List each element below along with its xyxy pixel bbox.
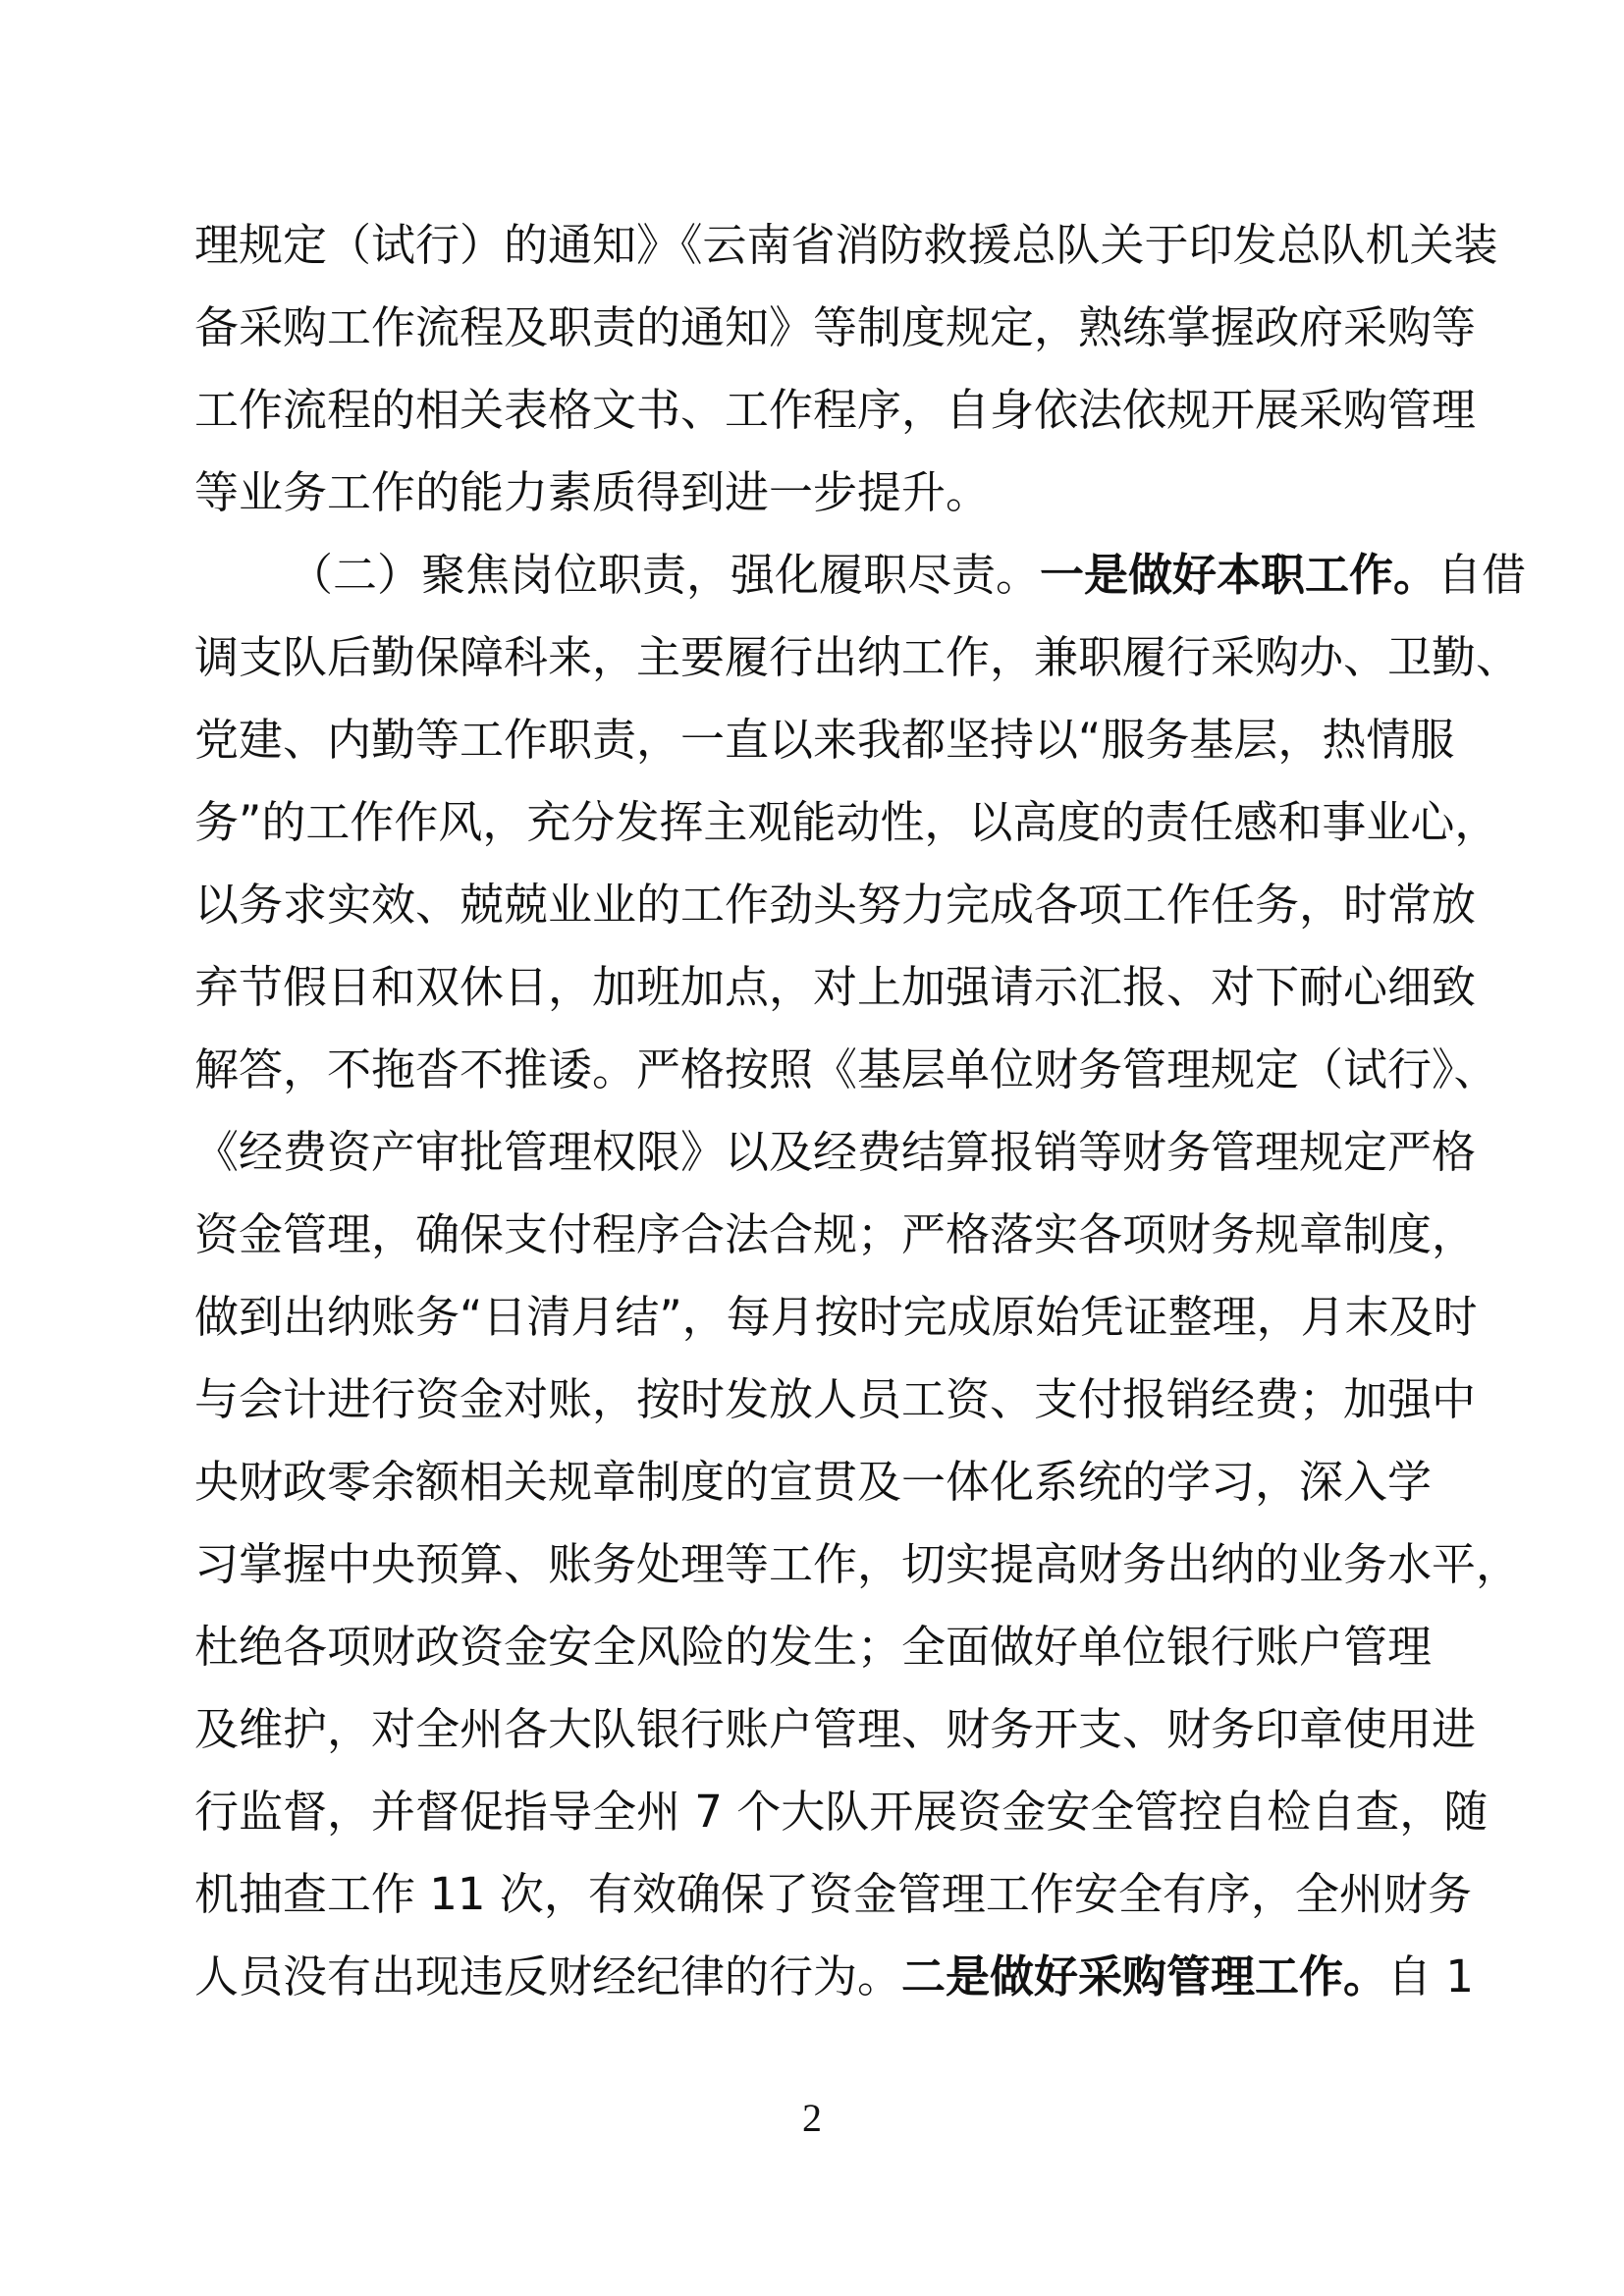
text-segment: 备采购工作流程及职责的通知》等制度规定，熟练掌握政府采购等: [194, 301, 1477, 353]
text-line: [194, 204, 1498, 287]
text-segment: 以务求实效、兢兢业业的工作劲头努力完成各项工作任务，时常放: [194, 879, 1477, 931]
text-segment: 调支队后勤保障科来，主要履行出纳工作，兼职履行采购办、卫勤、: [194, 631, 1521, 683]
bold-heading-segment: 一是做好本职工作。: [1040, 549, 1438, 601]
text-segment: （二）聚焦岗位职责，强化履职尽责。: [289, 549, 1041, 601]
text-line: [194, 1688, 1477, 1771]
bold-heading-segment: 二是做好采购管理工作。: [901, 1950, 1388, 2002]
text-segment: 弃节假日和双休日，加班加点，对上加强请示汇报、对下耐心细致: [194, 961, 1477, 1013]
text-line: [194, 287, 1477, 369]
text-line: [194, 1853, 1472, 1936]
text-line: [194, 1029, 1498, 1111]
text-segment: 与会计进行资金对账，按时发放人员工资、支付报销经费；加强中: [194, 1373, 1477, 1425]
text-line: [194, 1111, 1477, 1194]
text-line: [194, 946, 1477, 1029]
text-segment: 人员没有出现违反财经纪律的行为。: [194, 1950, 902, 2002]
body-text: [194, 204, 1527, 2018]
text-line: [194, 1194, 1477, 1276]
text-line: [194, 534, 1527, 616]
text-segment: 解答，不拖沓不推诿。严格按照《基层单位财务管理规定（试行》、: [194, 1043, 1498, 1095]
text-segment: 央财政零余额相关规章制度的宣贯及一体化系统的学习，深入学: [194, 1456, 1433, 1508]
text-segment: 理规定（试行）的通知》《云南省消防救援总队关于印发总队机关装: [194, 219, 1498, 271]
text-segment: 杜绝各项财政资金安全风险的发生；全面做好单位银行账户管理: [194, 1621, 1433, 1673]
text-line: [194, 1359, 1477, 1441]
text-segment: 等业务工作的能力素质得到进一步提升。: [194, 466, 991, 518]
page-number: 2: [802, 2096, 822, 2140]
text-line: [194, 369, 1477, 452]
text-line: [194, 699, 1455, 781]
text-line: [194, 616, 1521, 699]
text-line: [194, 1441, 1436, 1523]
text-segment: 行监督，并督促指导全州 7 个大队开展资金安全管控自检自查，随: [194, 1786, 1489, 1838]
text-segment: 做到出纳账务“日清月结”，每月按时完成原始凭证整理，月末及时: [194, 1291, 1478, 1343]
text-segment: 《经费资产审批管理权限》以及经费结算报销等财务管理规定严格: [194, 1126, 1477, 1178]
text-segment: 机抽查工作 11 次，有效确保了资金管理工作安全有序，全州财务: [194, 1868, 1472, 1920]
text-line: [194, 781, 1499, 864]
text-line: [194, 1606, 1436, 1688]
text-line: [194, 1771, 1489, 1853]
text-line: [194, 864, 1477, 946]
text-segment: 党建、内勤等工作职责，一直以来我都坚持以“服务基层，热情服: [194, 714, 1455, 766]
text-segment: 工作流程的相关表格文书、工作程序，自身依法依规开展采购管理: [194, 384, 1477, 436]
text-segment: 习掌握中央预算、账务处理等工作，切实提高财务出纳的业务水平，: [194, 1538, 1521, 1590]
text-line: [194, 1523, 1521, 1606]
text-line: [194, 1276, 1478, 1359]
text-segment: 及维护，对全州各大队银行账户管理、财务开支、财务印章使用进: [194, 1703, 1477, 1755]
text-segment: 自 1: [1387, 1950, 1474, 2002]
text-line: [194, 452, 1436, 534]
text-segment: 自借: [1437, 549, 1527, 601]
text-line: [194, 1936, 1474, 2018]
text-segment: 资金管理，确保支付程序合法合规；严格落实各项财务规章制度，: [194, 1208, 1477, 1260]
text-segment: 务”的工作作风，充分发挥主观能动性，以高度的责任感和事业心，: [194, 796, 1499, 848]
